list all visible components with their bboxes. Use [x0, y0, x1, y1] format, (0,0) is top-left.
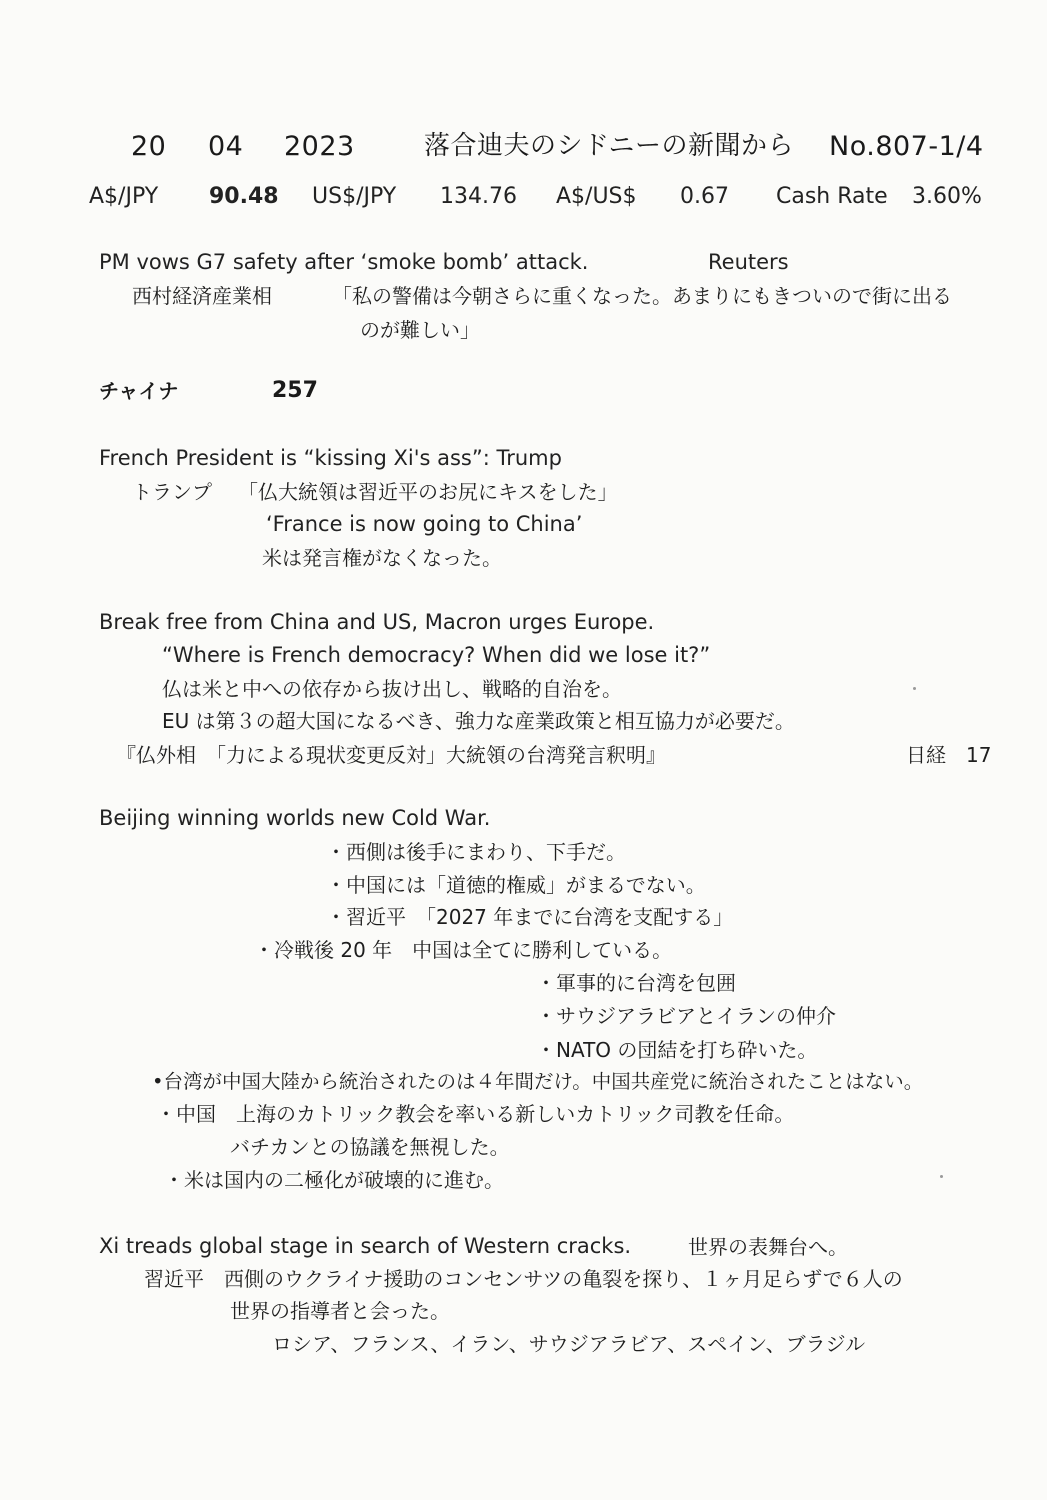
bullet-item: ・西側は後手にまわり、下手だ。 [326, 840, 626, 864]
scan-speck [913, 687, 916, 690]
bullet-item: ・軍事的に台湾を包囲 [536, 971, 736, 995]
bullet-item: ・習近平 「2027 年までに台湾を支配する」 [326, 905, 734, 929]
quote-line: “Where is French democracy? When did we lose it?” [162, 643, 711, 667]
body-line: 世界の指導者と会った。 [230, 1299, 450, 1323]
body-line: 習近平 西側のウクライナ援助のコンセンサツの亀裂を探り、１ヶ月足らずで６人の [144, 1267, 903, 1291]
article-headline: PM vows G7 safety after ‘smoke bomb’ attack. [99, 250, 589, 274]
article-headline-jp: 世界の表舞台へ。 [688, 1235, 848, 1259]
quote-line: 「私の警備は今朝さらに重くなった。あまりにもきついので街に出る [332, 284, 952, 308]
quote-line: のが難しい」 [360, 318, 480, 342]
speaker-name: 西村経済産業相 [132, 284, 272, 308]
bullet-item: •台湾が中国大陸から統治されたのは４年間だけ。中国共産党に統治されたことはない。 [152, 1070, 924, 1093]
bullet-item: ・中国には「道徳的権威」がまるでない。 [326, 873, 706, 897]
country-list: ロシア、フランス、イラン、サウジアラビア、スペイン、ブラジル [272, 1332, 866, 1356]
date-month: 04 [208, 131, 244, 162]
bullet-item: ・冷戦後 20 年 中国は全てに勝利している。 [254, 938, 673, 962]
page-title: 落合迪夫のシドニーの新聞から [424, 131, 794, 161]
section-title: チャイナ [99, 379, 179, 403]
cash-rate-value: 3.60% [912, 184, 982, 209]
body-line: EU は第３の超大国になるべき、強力な産業政策と相互協力が必要だ。 [162, 709, 795, 733]
article-headline: Beijing winning worlds new Cold War. [99, 806, 491, 830]
reference-source: 日経 17 [906, 743, 992, 767]
aud-jpy-label: A$/JPY [89, 184, 159, 209]
quote-line: ‘France is now going to China’ [266, 512, 583, 536]
bullet-continuation: バチカンとの協議を無視した。 [230, 1135, 510, 1159]
quote-line: 「仏大統領は習近平のお尻にキスをした」 [238, 480, 618, 504]
bullet-item: ・米は国内の二極化が破壊的に進む。 [164, 1168, 504, 1192]
scan-speck [940, 1175, 943, 1178]
article-headline: French President is “kissing Xi's ass”: Trump [99, 446, 562, 470]
usd-jpy-value: 134.76 [440, 184, 517, 209]
speaker-name: トランプ [132, 480, 212, 504]
reference-line: 『仏外相 「力による現状変更反対」大統領の台湾発言釈明』 [116, 743, 666, 767]
article-headline: Xi treads global stage in search of Western cracks. [99, 1234, 632, 1258]
usd-jpy-label: US$/JPY [312, 184, 397, 209]
aud-jpy-value: 90.48 [209, 184, 279, 209]
bullet-item: ・サウジアラビアとイランの仲介 [536, 1004, 836, 1028]
bullet-item: ・NATO の団結を打ち砕いた。 [536, 1038, 818, 1062]
aud-usd-value: 0.67 [680, 184, 729, 209]
section-number: 257 [272, 378, 318, 403]
body-line: 米は発言権がなくなった。 [262, 546, 502, 570]
date-day: 20 [131, 131, 167, 162]
article-headline: Break free from China and US, Macron urges Europe. [99, 610, 655, 634]
bullet-item: ・中国 上海のカトリック教会を率いる新しいカトリック司教を任命。 [156, 1102, 795, 1126]
cash-rate-label: Cash Rate [776, 184, 888, 209]
date-year: 2023 [284, 131, 355, 162]
aud-usd-label: A$/US$ [556, 184, 637, 209]
article-source: Reuters [708, 250, 789, 274]
body-line: 仏は米と中への依存から抜け出し、戦略的自治を。 [162, 677, 622, 701]
issue-number: No.807-1/4 [829, 131, 984, 162]
